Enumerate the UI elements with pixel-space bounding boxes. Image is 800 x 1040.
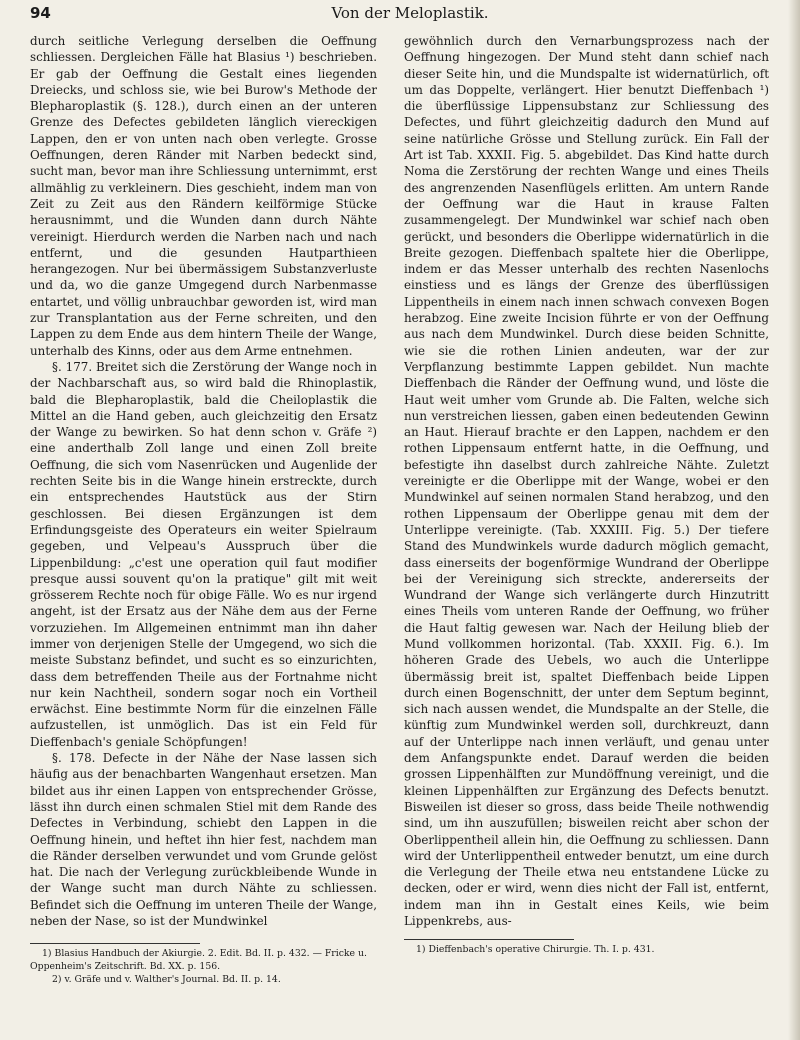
page-number: 94: [30, 4, 51, 22]
right-column: [404, 33, 769, 1033]
paragraph: §. 178. Defecte in der Nähe der Nase lassen sich häufig aus der benachbarten Wangenhaut ersetzen. Man bildet aus ihr einen Lappen von entsprechender Grösse, lässt ihn durch einen schmalen Stiel mit dem Rande des Defectes in Verbindung, schiebt den Lappen in die Oeffnung hinein, und heftet ihn hier fest, nachdem man die Ränder derselben verwundet und vom Grunde gelöst hat. Die nach der Verlegung zurückbleibende Wunde in der Wange sucht man durch Nähte zu schliessen. Befindet sich die Oeffnung im unteren Theile der Wange, neben der Nase, so ist der Mundwinkel: [30, 751, 377, 929]
footnote-divider: [404, 939, 574, 940]
footnote: 1) Dieffenbach's operative Chirurgie. Th. I. p. 431.: [416, 944, 655, 956]
footnote-divider: [30, 943, 200, 944]
paragraph: durch seitliche Verlegung derselben die Oeffnung schliessen. Dergleichen Fälle hat Blasius ¹) beschrieben. Er gab der Oeffnung die Gestalt eines liegenden Dreiecks, und schloss sie, wie bei Burow's Methode der Blepharoplastik (§. 128.), durch einen an der unteren Grenze des Defectes gebildeten länglich viereckigen Lappen, den er von unten nach oben verlegte. Grosse Oeffnungen, deren Ränder mit Narben bedeckt sind, sucht man, bevor man ihre Schliessung unternimmt, erst allmählig zu verkleinern. Dies geschieht, indem man von Zeit zu Zeit aus den Rändern keilförmige Stücke herausnimmt, und die Wunden dann durch Nähte vereinigt. Hierdurch werden die Narben nach und nach entfernt, und die gesunden Hautparthieen herangezogen. Nur bei übermässigem Substanzverluste und da, wo die ganze Umgegend durch Narbenmasse entartet, und völlig unbrauchbar geworden ist, wird man zur Transplantation aus der Ferne schreiten, und den Lappen zu dem Ende aus dem hintern Theile der Wange, unterhalb des Kinns, oder aus dem Arme entnehmen.: [30, 34, 377, 358]
paragraph: gewöhnlich durch den Vernarbungsprozess nach der Oeffnung hingezogen. Der Mund steht dann schief nach dieser Seite hin, und die Mundspalte ist widernatürlich, oft um das Doppelte, verlängert. Hier benutzt Dieffenbach ¹) die überflüssige Lippensubstanz zur Schliessung des Defectes, und führt gleichzeitig dadurch den Mund auf seine natürliche Grösse und Stellung zurück. Ein Fall der Art ist Tab. XXXII. Fig. 5. abgebildet. Das Kind hatte durch Noma die Zerstörung der rechten Wange und eines Theils des angrenzenden Nasenflügels erlitten. Am untern Rande der Oeffnung war die Haut in krause Falten zusammengelegt. Der Mundwinkel war schief nach oben gerückt, und besonders die Oberlippe widernatürlich in die Breite gezogen. Dieffenbach spaltete hier die Oberlippe, indem er das Messer unterhalb des rechten Nasenlochs einstiess und es längs der Grenze des überflüssigen Lippentheils in einem nach innen schwach convexen Bogen herabzog. Eine zweite Incision führte er von der Oeffnung aus nach dem Mundwinkel. Durch diese beiden Schnitte, wie sie die rothen Linien andeuten, war der zur Verpflanzung bestimmte Lappen gebildet. Nun machte Dieffenbach die Ränder der Oeffnung wund, und löste die Haut weit umher vom Grunde ab. Die Falten, welche sich nun verstreichen liessen, gaben einen bedeutenden Gewinn an Haut. Hierauf brachte er den Lappen, nachdem er den rothen Lippensaum entfernt hatte, in die Oeffnung, und befestigte ihn daselbst durch zahlreiche Nähte. Zuletzt vereinigte er die Oberlippe mit der Wange, wobei er den Mundwinkel auf seinen normalen Stand herabzog, und den rothen Lippensaum der Oberlippe genau mit dem der Unterlippe vereinigte. (Tab. XXXIII. Fig. 5.) Der tiefere Stand des Mundwinkels wurde dadurch möglich gemacht, dass einerseits der bogenförmige Wundrand der Oberlippe bei der Vereinigung sich streckte, andererseits der Wundrand der Wange sich verlängerte durch Hinzutritt eines Theils vom unteren Rande der Oeffnung, wo früher die Haut faltig gewesen war. Nach der Heilung blieb der Mund vollkommen horizontal. (Tab. XXXII. Fig. 6.). Im höheren Grade des Uebels, wo auch die Unterlippe übermässig breit ist, spaltet Dieffenbach beide Lippen durch einen Bogenschnitt, der unter dem Septum beginnt, sich nach aussen wendet, die Mundspalte an der Stelle, die künftig zum Mundwinkel werden soll, durchkreuzt, dann auf der Unterlippe nach innen verläuft, und genau unter dem Anfangspunkte endet. Darauf werden die beiden grossen Lippenhälften zur Mundöffnung vereinigt, und die kleinen Lippenhälften zur Ergänzung des Defects benutzt. Bisweilen ist dieser so gross, dass beide Theile nothwendig sind, um ihn auszufüllen; bisweilen reicht aber schon der Oberlippentheil allein hin, die Oeffnung zu schliessen. Dann wird der Unterlippentheil entweder benutzt, um eine durch die Verlegung der Theile etwa neu entstandene Lücke zu decken, oder er wird, wenn dies nicht der Fall ist, entfernt, indem man ihn in Gestalt eines Keils, wie beim Lippenkrebs, aus-: [404, 34, 769, 929]
footnote: 2) v. Gräfe und v. Walther's Journal. Bd. II. p. 14.: [52, 974, 281, 986]
footnote: 1) Blasius Handbuch der Akiurgie. 2. Edit. Bd. II. p. 432. — Fricke u. Oppenheim's Zeitschrift. Bd. XX. p. 156.: [30, 948, 367, 973]
running-title: Von der Meloplastik.: [331, 4, 489, 22]
left-column: [30, 33, 377, 1033]
paragraph: §. 177. Breitet sich die Zerstörung der Wange noch in der Nachbarschaft aus, so wird bald die Rhinoplastik, bald die Blepharoplastik, bald die Cheiloplastik die Mittel an die Hand geben, auch gleichzeitig den Ersatz der Wange zu bewirken. So hat denn schon v. Gräfe ²) eine anderthalb Zoll lange und einen Zoll breite Oeffnung, die sich vom Nasenrücken und Augenlide der rechten Seite bis in die Wange hinein erstreckte, durch ein entsprechendes Hautstück aus der Stirn geschlossen. Bei diesen Ergänzungen ist dem Erfindungsgeiste des Operateurs ein weiter Spielraum gegeben, und Velpeau's Ausspruch über die Lippenbildung: „c'est une operation quil faut modifier presque aussi souvent qu'on la pratique" gilt mit weit grösserem Rechte noch für obige Fälle. Wo es nur irgend angeht, ist der Ersatz aus der Nähe dem aus der Ferne vorzuziehen. Im Allgemeinen entnimmt man ihn daher immer von derjenigen Stelle der Umgegend, wo sich die meiste Substanz befindet, und sucht es so einzurichten, dass dem betreffenden Theile aus der Fortnahme nicht nur kein Nachtheil, sondern sogar noch ein Vortheil erwächst. Eine bestimmte Norm für die einzelnen Fälle aufzustellen, ist unmöglich. Das ist ein Feld für Dieffenbach's geniale Schöpfungen!: [30, 359, 377, 749]
page-header: [30, 4, 790, 28]
page-edge-shadow: [788, 0, 800, 1040]
